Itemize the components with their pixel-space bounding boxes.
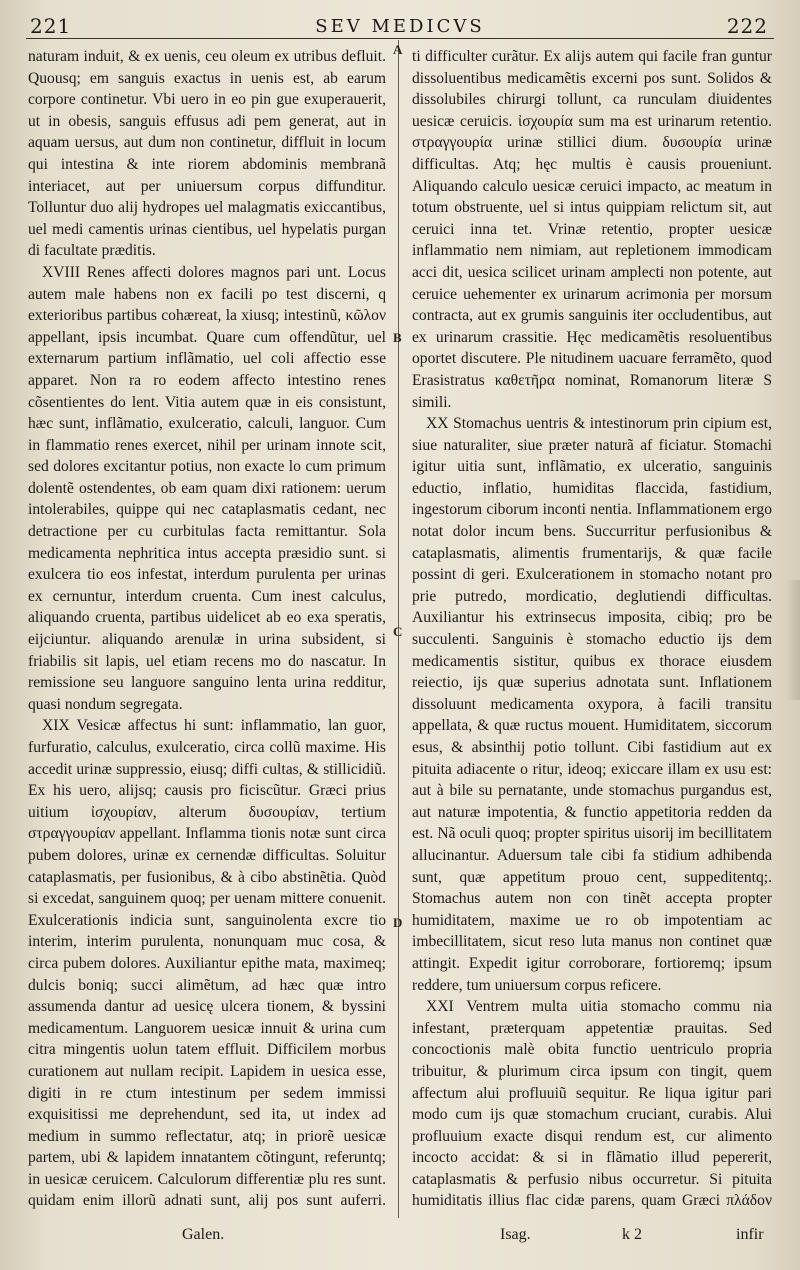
margin-letter-c: C	[393, 624, 403, 639]
page-number-right: 222	[726, 14, 768, 38]
paragraph-bladder-cont: ti difficulter curãtur. Ex alijs autem qui facile fran guntur dissoluentibus medicamẽtis excerni pos sunt. Solidos & dissolubiles chirurgi tollunt, ca runculam diuidentes uesicæ ceruicis. ἰσχουρία sum ma est urinarum retentio. στραγγουρία urinæ stillici dium. δυσουρία urinæ difficultas. Atq; hęc multis è causis proueniunt. Aliquando calculo uesicæ ceruici impacto, ac meatum in totum obstruente, uel si intus quippiam relictum sit, aut ceruici inna tet. Vrinæ retentio, propter uesicæ inflammatio nem nimiam, aut repletionem immodicam acci dit, uesica scilicet urinam amplecti non potente, aut ceruice uehementer ex urinarum acrimonia per morsum contracta, aut ex grumis sanguinis iter occludentibus, aut ex urinarum crassitie. Hęc medicamẽtis resoluentibus oportet discutere. Ple nitudinem uacuare ferramẽto, quod Erasistratus καθετῆρα nominat, Romanorum literæ S simili.	[412, 48, 772, 411]
section-xix-bladder: XIX Vesicæ affectus hi sunt: inflammatio, lan guor, furfuratio, calculus, exulceratio, circa collũ maxime. His accedit urinæ suppressio, eiusq; diffi cultas, & stillicidiũ. Ex his uero, alijsq; causis pro ficiscũtur. Græci prius uitium ἰσχουρίαν, alterum δυσουρίαν, tertium στραγγουρίαν appellant. Inflamma tionis notæ sunt circa pubem dolores, urinæ ex cernendæ difficultas. Soluitur cataplasmatis, per fusionibus, & à cibo abstinẽtia. Quòd si excedat, sanguinem quoq; per uenam mittere conuenit. Exulcerationis indicia sunt, sanguinolenta excre tio interim, interim purulenta, nonunquam muc cosa, & circa pubem dolores. Auxiliantur epithe mata, maximeq; dulcis boniq; succi alimẽtum, ad hæc quæ intro assumenda dantur ad uesicę ulcera tionem, & byssini medicamentum. Languorem uesicæ innuit & urina cum citra mingentis uolun tatem effluit. Difficilem morbus curationem aut nullam recipit. Lapidem in uesica esse, digiti in re ctum intestinum per sedem immissi exquisitissi me deprehendunt, sed ita, ut index ad medium in summo reflectatur, atq; in priorẽ uesicæ partem, ubi & lapidem innatantem cõtingunt, referuntq; in uesicæ ceruicem. Calculorum differentiæ plu res sunt. quidam enim illorũ adnati sunt, alij pos sunt auferri.	[28, 717, 386, 1210]
paragraph-dropsy-cont: naturam induit, & ex uenis, ceu oleum ex utribus defluit. Quousq; em sanguis exactus in uenis est, ab earum corpore continetur. Vbi uero in eo pin gue exuperauerit, ut in obesis, sanguis effusus adi pem generat, aut in aquam uersus, aut dum non continetur, diffluit in locum qui intestina & inte riorem abdominis membranã interiacet, aut per uniuersum corpus diffunditur. Tolluntur duo alij hydropes uel malagmatis exiccantibus, uel medi camentis urinas cientibus, uel hypelatis purgan di facultate præditis.	[28, 48, 386, 260]
running-title: SEV MEDICVS	[315, 16, 485, 37]
catchword-next: infir	[736, 1226, 764, 1243]
catchword-right: Isag.	[500, 1226, 531, 1243]
catchword-left: Galen.	[182, 1226, 225, 1243]
page-number-left: 221	[30, 14, 72, 38]
section-xxi-belly: XXI Ventrem multa uitia stomacho commu nia infestant, præterquam appetentiæ prauitas. Sed concoctionis malè obita functio uentriculo propria tribuitur, & plurimum circa ipsum con tingit, quem affectum alui profluuiũ sequitur. Re liqua igitur pari modo cum ijs quæ stomachum cruciant, curabis. Alui profluuium exacte disqui rendum est, cur alimento incocto accidat: & si in flãmatio illud pepererit, cataplasmatis & perfusio nibus occurretur. Si pituita humiditatis illius flac cidæ parens, quam Græci πλάδον	[412, 998, 772, 1210]
margin-letter-d: D	[393, 915, 403, 930]
signature-mark: k 2	[622, 1226, 642, 1243]
margin-letter-b: B	[393, 330, 402, 345]
section-xviii-kidneys: XVIII Renes affecti dolores magnos pari unt. Locus autem male habens non ex facili po test discerni, q exterioribus partibus cohæreat, la xiusq; intestinũ, κῶλον appellant, ipsis incumbat. Quare cum offendũtur, uel externarum partium inflãmatio, uel coli affectio esse apparet. Non ra ro eodem affecto intestino renes cõsentientes do lent. Vitia autem quæ in eis consistunt, hæc sunt, inflãmatio, exulceratio, calculi, languor. Cum in flammatio renes exercet, nihil per urinam innote scit, sed dolores excitantur potius, non exacte lo cum primum dolentẽ ostendentes, ob eam quam dixi rationem: uerum intolerabiles, quippe qui nec cataplasmatis cedant, nec detractione per cu curbitulas facta remittantur. Sola medicamenta nephritica intus accepta præsidio sunt. si exulcera tio eos infestat, interdum purulenta per urinas ex cernuntur, interdum cruenta. Cum inest calculus, aliquando cruenta, partibus uidelicet ab eo exa speratis, eijciuntur. aliquando arenulæ in urina subsident, si friabilis sit lapis, uel etiam recens mo do nascatur. In remissione seu languore sanguino lenta urina redditur, quasi nondum segregata.	[28, 263, 386, 713]
page-edge-shadow	[786, 580, 800, 700]
header-rule	[26, 38, 774, 39]
right-text-column	[412, 46, 772, 1214]
page-header	[0, 10, 800, 40]
margin-letter-a: A	[393, 42, 403, 57]
section-xx-stomach: XX Stomachus uentris & intestinorum prin cipium est, siue naturaliter, siue præter naturã af ficiatur. Stomachi igitur uitia sunt, inflãmatio, ex ulceratio, sanguinis eductio, inflatio, humiditas flaccida, fastidium, ingestorum ciborum inconti nentia. Inflammationem ergo notat dolor incum bens. Succurritur perfusionibus & cataplasmatis, alimentis frumentarijs, & quæ facile possint di geri. Exulcerationem in stomacho notant pro prie putredo, mordicatio, deglutiendi difficultas. Auxiliantur his extrinsecus imposita, cibiq; pro be succulenti. Sanguinis è stomacho eductio ijs dem medicamentis sistitur, quibus ex thorace eiusdem reiectio, ijs quæ superius adnotata sunt. Inflationem dissoluunt medicamenta oxypora, à facili transitu appellata, & quæ ructus mouent. Humiditatem, siccorum esus, & absinthij potio tollunt. Cibi fastidium aut ex pituita adiacente o ritur, ideoq; exiccare illam ex usu est: aut à bile su pernatante, unde stomachus purgandus est, aut naturæ impotentia, & functio appetitoria redden da est. Nã oculi quoq; propter spiritus uisorij im becillitatem allucinantur. Aduersum tale cibi fa stidium adhibenda sunt, quæ appetitum prouo cent, suppeditentq;. Stomachus autem non con tinẽt accepta propter humiditatem, maxime ue ro ob impotentiam ac imbecillitatem, sicut reso luta manus non continet quæ attingit. Expedit igitur corroborare, fortioremq; ipsum reddere, tum uniuersum corpus reficere.	[412, 415, 772, 994]
left-text-column	[28, 46, 386, 1214]
